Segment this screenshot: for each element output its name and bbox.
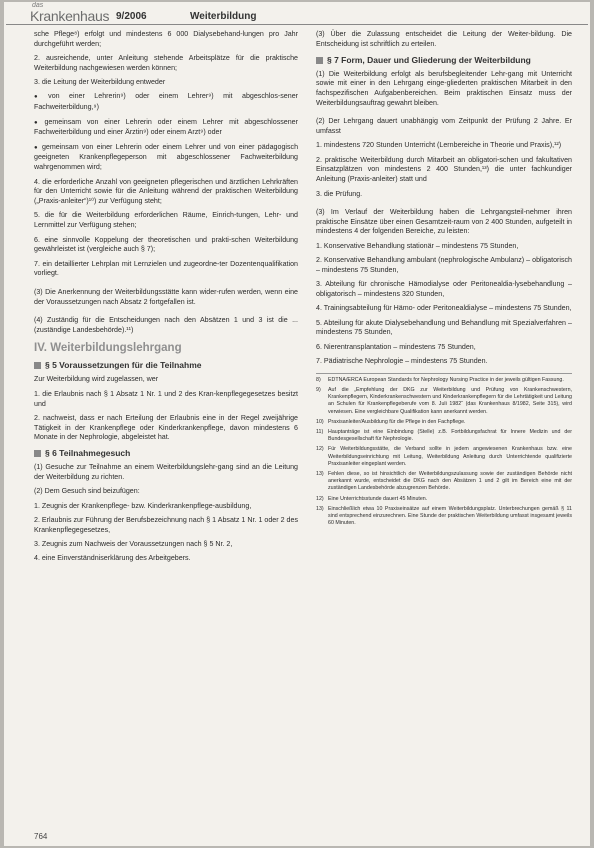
list-item: 1. mindestens 720 Stunden Unterricht (Lernbereiche in Theorie und Praxis),¹²)	[316, 141, 562, 150]
footnote	[316, 419, 572, 426]
header-rule	[6, 24, 588, 25]
bullet-item	[34, 92, 298, 113]
paragraph: (1) Die Weiterbildung erfolgt als berufsbegleitender Lehr-gang mit Unterricht sowie mit einer in den Lehrgang einge-gliederten praktischen Mitarbeit in den fachspezifischen Aufgabenbereichen. Beim praktischen Einsatz muss der Weiterbildungsauftrag gewahrt bleiben.	[316, 69, 572, 107]
list-item: 2. ausreichende, unter Anleitung stehende Arbeitsplätze für die praktische Weiterbildung nachgewiesen werden können;	[34, 54, 298, 72]
footnote-text: Auf die „Empfehlung der DKG zur Weiterbildung und Prüfung von Krankenschwestern, Krankenpflegern, Kinderkrankenschwestern und Kinderkrankenpflegern für die Lehrtätigkeit und Leitung an Schulen für Krankenpflegeberufe vom 8. Juli 1982“ (das Krankenhaus 8/1982, Seite 315), wird verwiesen. Eine vergleichbare Qualifikation kann anerkannt werden.	[328, 386, 572, 415]
footnote	[316, 387, 572, 416]
issue-number: 9/2006	[116, 11, 147, 22]
footnote-number: 12)	[316, 446, 324, 453]
footnote	[316, 446, 572, 468]
footnote-text: Praxisanleiter/Ausbildung für die Pflege in den Fachpflege.	[328, 418, 466, 425]
list-item: 4. die erforderliche Anzahl von geeigneten pflegerischen und ärztlichen Lehrkräften für den Unterricht sowie für die Anleitung während der praktischen Weiterbildung („Praxis-anleiter“)¹⁰) zur Verfügung steht;	[34, 177, 298, 206]
footnote-text: EDTNA/ERCA European Standards for Nephrology Nursing Practice in der jeweils gültigen Fassung.	[328, 376, 564, 383]
paragraph: (3) Über die Zulassung entscheidet die Leitung der Weiter-bildung. Die Entscheidung ist schriftlich zu erteilen.	[316, 30, 572, 48]
page-number: 764	[34, 832, 48, 841]
list-item: 7. Pädiatrische Nephrologie – mindestens 75 Stunden.	[316, 356, 488, 365]
magazine-prefix: das	[32, 2, 44, 9]
footnote-number: 11)	[316, 428, 324, 435]
footnote-text: Einschließlich etwa 10 Praxiseinsätze auf einem Weiterbildungsplatz. Unterbrechungen gemäß § 11 sind entsprechend einzurechnen. Eine Stunde der praktischen Weiterbildung umfasst insgesamt jeweils 60 Minuten.	[328, 505, 572, 527]
paragraph: Zur Weiterbildung wird zugelassen, wer	[34, 375, 159, 384]
paragraph: (4) Zuständig für die Entscheidungen nach den Absätzen 1 und 3 ist die ... (zuständige Landesbehörde).¹¹)	[34, 315, 298, 334]
section-heading-6	[34, 448, 298, 459]
footnote	[316, 377, 572, 384]
section-heading-text: § 5 Voraussetzungen für die Teilnahme	[45, 360, 202, 371]
footnote-number: 10)	[316, 418, 324, 425]
list-item: 1. Zeugnis der Krankenpflege- bzw. Kinderkrankenpflege-ausbildung,	[34, 501, 252, 510]
footnote-text: Hauptanträge ist eine Einbindung (Stelle) z.B. Fortbildungsfachrat für Innere Medizin und der Bundesgesellschaft für Nephrologie.	[328, 428, 572, 443]
paragraph: (2) Der Lehrgang dauert unabhängig vom Zeitpunkt der Prüfung 2 Jahre. Er umfasst	[316, 117, 572, 136]
footnote	[316, 471, 572, 493]
footnote-text: Für Weiterbildungsstätte, die Verband sollte in jedem angewiesenen Krankenhaus bzw. eine Weiterbildungseinrichtung mit Leitung, Weiterbildung Anleitung durch Unterrichtende qualifizierte Praxisanleiter eingeplant werden.	[328, 446, 572, 467]
paragraph: sche Pflege⁸) erfolgt und mindestens 6 000 Dialysebehand-lungen pro Jahr durchgeführt werden;	[34, 30, 298, 48]
list-item: 4. Trainingsabteilung für Hämo- oder Peritonealdialyse – mindestens 75 Stunden,	[316, 304, 572, 313]
magazine-logo: Krankenhaus	[30, 8, 110, 24]
list-item: 3. Zeugnis zum Nachweis der Voraussetzungen nach § 5 Nr. 2,	[34, 539, 233, 548]
list-item: 2. Konservative Behandlung ambulant (nephrologische Ambulanz) – obligatorisch – mindestens 75 Stunden,	[316, 256, 572, 274]
list-item: 3. Abteilung für chronische Hämodialyse oder Peritonealdia-lysebehandlung – obligatorisch – mindestens 320 Stunden,	[316, 280, 572, 298]
bullet-item	[34, 118, 298, 139]
section-heading-5	[34, 360, 298, 371]
square-bullet-icon	[316, 57, 323, 64]
footnote-number: 13)	[316, 470, 324, 477]
bullet-item	[34, 143, 298, 173]
chapter-heading: IV. Weiterbildungslehrgang	[34, 342, 182, 355]
list-item: 3. die Leitung der Weiterbildung entweder	[34, 78, 166, 87]
running-header	[6, 2, 588, 24]
list-item: 6. eine sinnvolle Koppelung der theoretischen und prakti-schen Weiterbildung gewährleistet ist (vergleiche auch § 7);	[34, 235, 298, 254]
paragraph: (3) Im Verlauf der Weiterbildung haben die Lehrgangsteil-nehmer ihren praktische Einsätze über einen Gesamtzeit-raum von 2 400 Stunden, aufgeteilt in mindestens 4 der folgenden Bereiche, zu leisten:	[316, 207, 572, 236]
footnote-number: 13)	[316, 505, 324, 512]
list-item: 1. die Erlaubnis nach § 1 Absatz 1 Nr. 1 und 2 des Kran-kenpflegegesetzes besitzt und	[34, 389, 298, 408]
footnote	[316, 429, 572, 443]
footnote-text: Eine Unterrichtsstunde dauert 45 Minuten.	[328, 495, 428, 502]
list-item: 1. Konservative Behandlung stationär – mindestens 75 Stunden,	[316, 241, 519, 250]
bullet-text: gemeinsam von einer Lehrerin oder einem Lehrer mit abgeschlossener Fachweiterbildung und einer Ärztin⁹) oder einem Arzt⁹) oder	[34, 117, 298, 137]
footnote-text: Fehlen diese, so ist hinsichtlich der Weiterbildungszulassung sowie der zuständigen Behörde nicht anerkannt wurde, entscheidet die DKG nach den Absätzen 1 und 2 gilt im Bereich eine mit der zuständigen Landesbehörde abzugrenzen Behörde.	[328, 470, 572, 492]
square-bullet-icon	[34, 362, 41, 369]
section-heading-text: § 6 Teilnahmegesuch	[45, 448, 131, 459]
section-heading-7	[316, 55, 572, 66]
list-item: 4. eine Einverständniserklärung des Arbeitgebers.	[34, 554, 191, 563]
list-item: 5. die für die Weiterbildung erforderlichen Räume, Einrich-tungen, Lehr- und Lernmittel zur Verfügung stehen;	[34, 211, 298, 230]
section-heading-text: § 7 Form, Dauer und Gliederung der Weiterbildung	[327, 54, 531, 65]
list-item: 2. Erlaubnis zur Führung der Berufsbezeichnung nach § 1 Absatz 1 Nr. 1 oder 2 des Krankenpflegegesetzes,	[34, 515, 298, 534]
right-column	[316, 30, 572, 530]
list-item: 7. ein detaillierter Lehrplan mit Lernzielen und zugeordne-ter Dozentenqualifikation vorliegt.	[34, 259, 298, 278]
list-item: 5. Abteilung für akute Dialysebehandlung und Behandlung mit Spezialverfahren – mindestens 75 Stunden,	[316, 318, 572, 337]
footnote	[316, 506, 572, 528]
section-title: Weiterbildung	[190, 11, 257, 22]
list-item: 3. die Prüfung.	[316, 189, 363, 198]
footnote-rule	[316, 373, 572, 374]
bullet-text: von einer Lehrerin⁹) oder einem Lehrer⁹) mit abgeschlos-sener Fachweiterbildung,⁹)	[34, 92, 299, 112]
list-item: 2. praktische Weiterbildung durch Mitarbeit an obligatori-schen und fakultativen Einsatzplätzen von mindestens 2 400 Stunden,¹³) die unter fachkundiger Anleitung (Praxis-anleiter) statt und	[316, 155, 572, 184]
footnote-number: 8)	[316, 376, 321, 383]
square-bullet-icon	[34, 450, 41, 457]
document-page	[4, 2, 590, 846]
list-item: 2. nachweist, dass er nach Erteilung der Erlaubnis eine in der Regel zweijährige Tätigkeit in der Krankenpflege oder Kinderkrankenpflege, davon mindestens 6 Monate in der Nephrologie, abgeleistet hat.	[34, 413, 298, 442]
footnote	[316, 496, 572, 503]
paragraph: (2) Dem Gesuch sind beizufügen:	[34, 487, 140, 496]
footnotes	[316, 377, 572, 528]
footnote-number: 12)	[316, 495, 324, 502]
bullet-text: gemeinsam von einer Lehrerin oder einem Lehrer und von einer pädagogisch geeigneten Krankenpflegeperson mit abgeschlossener Fachweiterbildung wahrgenommen wird;	[34, 142, 299, 172]
left-column	[34, 30, 298, 569]
list-item: 6. Nierentransplantation – mindestens 75 Stunden,	[316, 342, 476, 351]
paragraph: (3) Die Anerkennung der Weiterbildungsstätte kann wider-rufen werden, wenn eine der Voraussetzungen nach Absatz 2 fortgefallen ist.	[34, 287, 298, 306]
paragraph: (1) Gesuche zur Teilnahme an einem Weiterbildungslehr-gang sind an die Leitung der Weiterbildung zu richten.	[34, 463, 298, 481]
footnote-number: 9)	[316, 386, 321, 393]
